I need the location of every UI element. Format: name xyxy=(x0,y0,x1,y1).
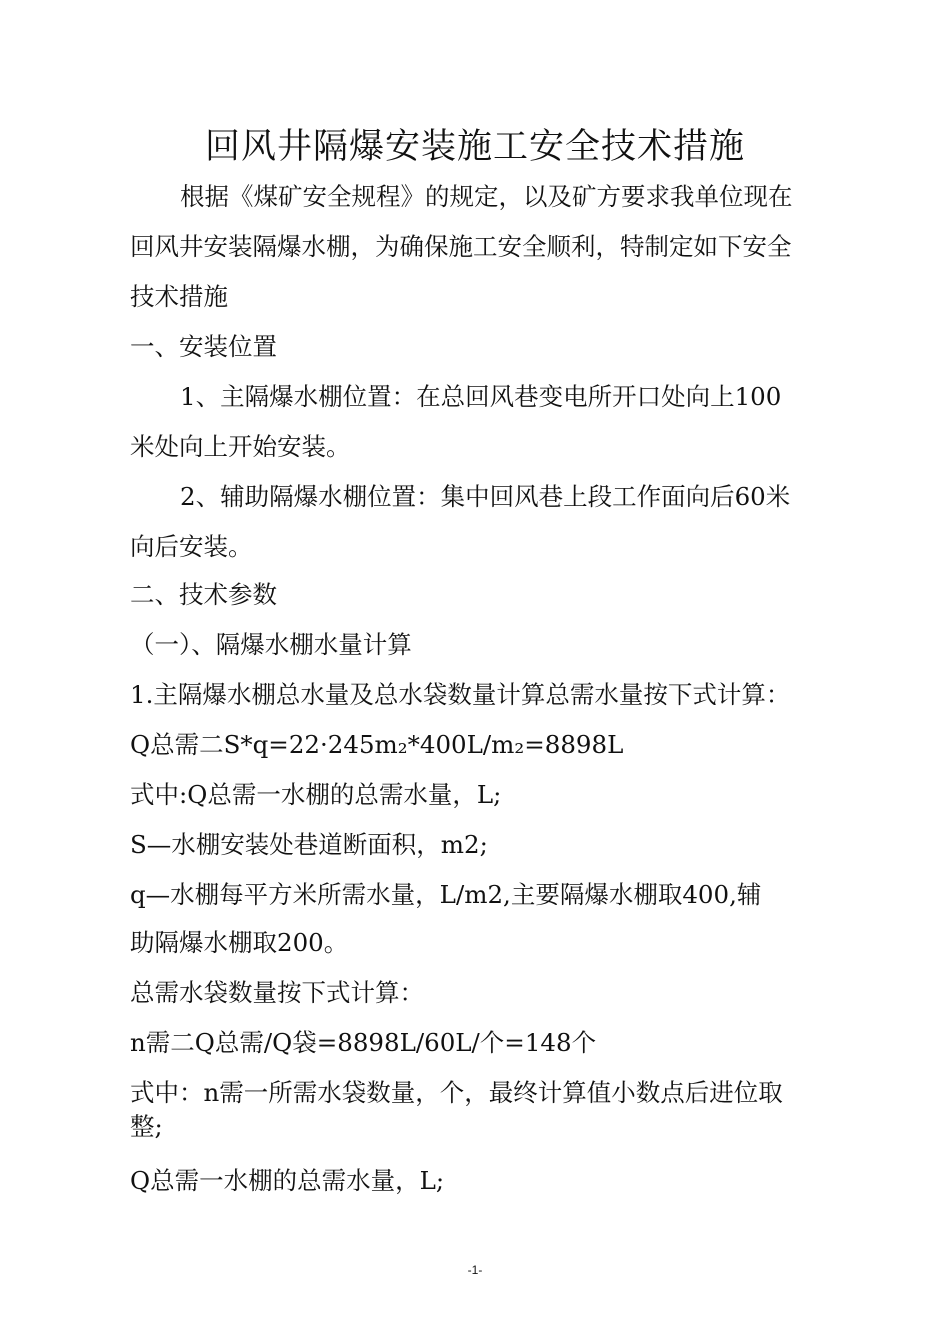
formula-definition-q-line-1: q—水棚每平方米所需水量，L/m2,主要隔爆水棚取400,辅 xyxy=(130,880,762,909)
document-title: 回风井隔爆安装施工安全技术措施 xyxy=(204,127,745,167)
formula-definition-n-line-2: 整; xyxy=(130,1112,163,1141)
bag-count-formula: n需二Q总需/Q袋=8898L/60L/个=148个 xyxy=(130,1028,597,1057)
formula-definition-q-line-2: 助隔爆水棚取200。 xyxy=(130,928,349,957)
formula-definition-n-line-1: 式中：n需一所需水袋数量，个，最终计算值小数点后进位取 xyxy=(130,1078,783,1107)
formula-definition-s: S—水棚安装处巷道断面积，m2; xyxy=(130,830,488,859)
formula-definition-q-total: 式中:Q总需一水棚的总需水量，L; xyxy=(130,780,502,809)
main-barrier-location-line-1: 1、主隔爆水棚位置：在总回风巷变电所开口处向上100 xyxy=(180,382,782,411)
total-water-formula: Q总需二S*q=22·245m₂*400L/m₂=8898L xyxy=(130,730,624,759)
calculation-intro-line: 1.主隔爆水棚总水量及总水袋数量计算总需水量按下式计算： xyxy=(130,680,791,709)
subsection-heading-water-calculation: （一）、隔爆水棚水量计算 xyxy=(130,630,412,659)
formula-definition-q-total-repeat: Q总需一水棚的总需水量，L; xyxy=(130,1166,445,1195)
paragraph-line-2: 回风井安装隔爆水棚，为确保施工安全顺利，特制定如下安全 xyxy=(130,232,792,261)
paragraph-line-1: 根据《煤矿安全规程》的规定，以及矿方要求我单位现在 xyxy=(180,182,793,211)
main-barrier-location-line-2: 米处向上开始安装。 xyxy=(130,432,351,461)
paragraph-line-3: 技术措施 xyxy=(130,282,228,311)
page-number: -1- xyxy=(467,1263,483,1277)
aux-barrier-location-line-1: 2、辅助隔爆水棚位置：集中回风巷上段工作面向后60米 xyxy=(180,482,791,511)
section-heading-technical-parameters: 二、技术参数 xyxy=(130,580,277,609)
aux-barrier-location-line-2: 向后安装。 xyxy=(130,532,253,561)
section-heading-install-location: 一、安装位置 xyxy=(130,332,277,361)
bag-count-intro-line: 总需水袋数量按下式计算： xyxy=(130,978,424,1007)
